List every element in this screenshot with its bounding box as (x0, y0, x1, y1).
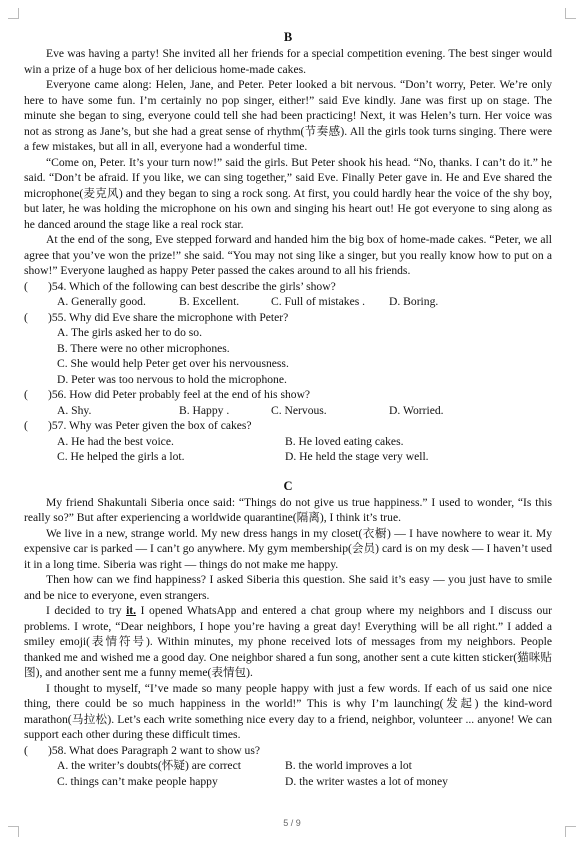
question-text: )57. Why was Peter given the box of cakes? (48, 419, 252, 432)
crop-mark-top-right (565, 8, 576, 19)
section-c-paragraph: My friend Shakuntali Siberia once said: “Things do not give us true happiness.” I used to wonder, “Is this really so?” But after experiencing a worldwide quarantine(隔离), I think it’s true. (24, 495, 552, 524)
option-d: D. Boring. (389, 295, 439, 308)
option-c: C. Nervous. (271, 403, 327, 417)
section-c-paragraph-4 (24, 603, 552, 681)
option-c: C. He helped the girls a lot. (57, 450, 185, 463)
question-text: )54. Which of the following can best describe the girls’ show? (48, 279, 336, 293)
question-56-options (57, 403, 552, 419)
section-c-paragraph: Then how can we find happiness? I asked Siberia this question. She said it’s easy — you just have to smile and be nice to everyone, even strangers. (24, 573, 552, 602)
section-b-paragraph: Eve was having a party! She invited all her friends for a special competition evening. The best singer would win a prize of a huge box of her delicious home-made cakes. (24, 47, 552, 76)
question-54 (24, 279, 552, 295)
question-57-options-row1 (57, 434, 552, 450)
answer-blank[interactable]: ( (24, 310, 28, 324)
question-57 (24, 418, 552, 434)
paragraph-text: I decided to try (46, 604, 127, 617)
option-d: D. Peter was too nervous to hold the microphone. (57, 372, 287, 386)
option-d: D. Worried. (389, 403, 444, 417)
option-b: B. the world improves a lot (285, 759, 412, 772)
page-number: 5 / 9 (283, 818, 301, 828)
question-58-options-row1 (57, 758, 552, 774)
option-a: A. Generally good. (57, 295, 146, 308)
option-a: A. the writer’s doubts(怀疑) are correct (57, 759, 241, 772)
option-c: C. things can’t make people happy (57, 774, 218, 788)
option-d: D. He held the stage very well. (285, 450, 429, 463)
answer-blank[interactable]: ( (24, 743, 28, 757)
section-c-paragraph: We live in a new, strange world. My new dress hangs in my closet(衣橱) — I have nowhere to wear it. My expensive car is parked — I can’t go anywhere. My gym membership(会员) card is on my desk — I haven’t used it in a long time. Siberia was right — things do not make me happy. (24, 526, 552, 571)
answer-blank[interactable]: ( (24, 388, 28, 401)
question-58 (24, 743, 552, 759)
question-text: )58. What does Paragraph 2 want to show us? (48, 743, 260, 757)
option-d: D. the writer wastes a lot of money (285, 774, 448, 788)
question-text: )56. How did Peter probably feel at the end of his show? (48, 388, 311, 401)
question-56 (24, 387, 552, 403)
section-b-title: B (283, 30, 293, 44)
option-c: C. Full of mistakes . (271, 295, 366, 308)
answer-blank[interactable]: ( (24, 279, 28, 293)
section-c-title: C (283, 478, 293, 493)
crop-mark-top-left (8, 8, 19, 19)
underlined-word-it: it. (126, 604, 137, 617)
option-a: A. He had the best voice. (57, 434, 174, 448)
page-content (24, 30, 552, 789)
option-c: C. She would help Peter get over his nervousness. (57, 357, 289, 370)
section-c-paragraph: I thought to myself, “I’ve made so many people happy with just a few words. If each of us said one nice thing, there could be so much happiness in the world!” This is why I’m launching(发起) the kind-word marathon(马拉松). Let’s each write something nice every day to a friend, neighbor, volunteer ... anyone! We can support each other during these difficult times. (24, 681, 552, 741)
question-text: )55. Why did Eve share the microphone with Peter? (48, 310, 289, 324)
option-a: A. Shy. (57, 403, 92, 417)
section-b-paragraph: Everyone came along: Helen, Jane, and Peter. Peter looked a bit nervous. “Don’t worry, Peter. We’re only here to have some fun. I’m certainly no pop singer, either!” said Eve kindly. Jane was first up on stage. The minute she began to sing, everyone could tell she had been practicing! Next, it was Helen’s turn. Her voice was not as strong as Jane’s, but she had a great sense of rhythm(节奏感). All the girls took turns singing. There were a few mistakes, but all in all, everyone had a wonderful time. (24, 78, 552, 153)
option-b: B. Happy . (179, 403, 230, 417)
option-b: B. There were no other microphones. (57, 341, 230, 355)
section-b-paragraph: “Come on, Peter. It’s your turn now!” said the girls. But Peter shook his head. “No, thanks. I can’t do it.” he said. “Don’t be afraid. If you like, we can sing together,” said Eve. Finally Peter gave in. He and Eve shared the microphone(麦克风) and they began to sing a rock song. At first, you could hardly hear the voice of the shy boy, but later, he was holding the microphone on his own and singing his heart out! He got everyone to sing along as he danced around the stage like a real rock star. (24, 155, 552, 231)
section-b-paragraph: At the end of the song, Eve stepped forward and handed him the big box of home-made cakes. “Peter, we all agree that you’ve won the prize!” she said. “You may not sing like a singer, but you really know how to put on a show!” Everyone laughed as happy Peter passed the cakes around to all his friends. (24, 233, 552, 277)
section-gap (24, 465, 552, 479)
paragraph-text: I opened WhatsApp and entered a chat group where my neighbors and I discuss our problems. I wrote, “Dear neighbors, I hope you’re having a great day! Everything will be all right.” I added a smiley emoji(表情符号). Within minutes, my phone received lots of messages from my neighbors. People thanked me and wished me a good day. One neighbor shared a fun song, another sent a cute kitten sticker(猫咪贴图), and another sent me a funny meme(表情包). (24, 604, 552, 679)
question-58-options-row2 (57, 774, 552, 790)
option-b: B. He loved eating cakes. (285, 434, 404, 448)
answer-blank[interactable]: ( (24, 419, 28, 432)
question-57-options-row2 (57, 449, 552, 465)
question-54-options (57, 294, 552, 310)
question-55 (24, 310, 552, 326)
option-a: A. The girls asked her to do so. (57, 326, 203, 339)
option-b: B. Excellent. (179, 295, 240, 308)
